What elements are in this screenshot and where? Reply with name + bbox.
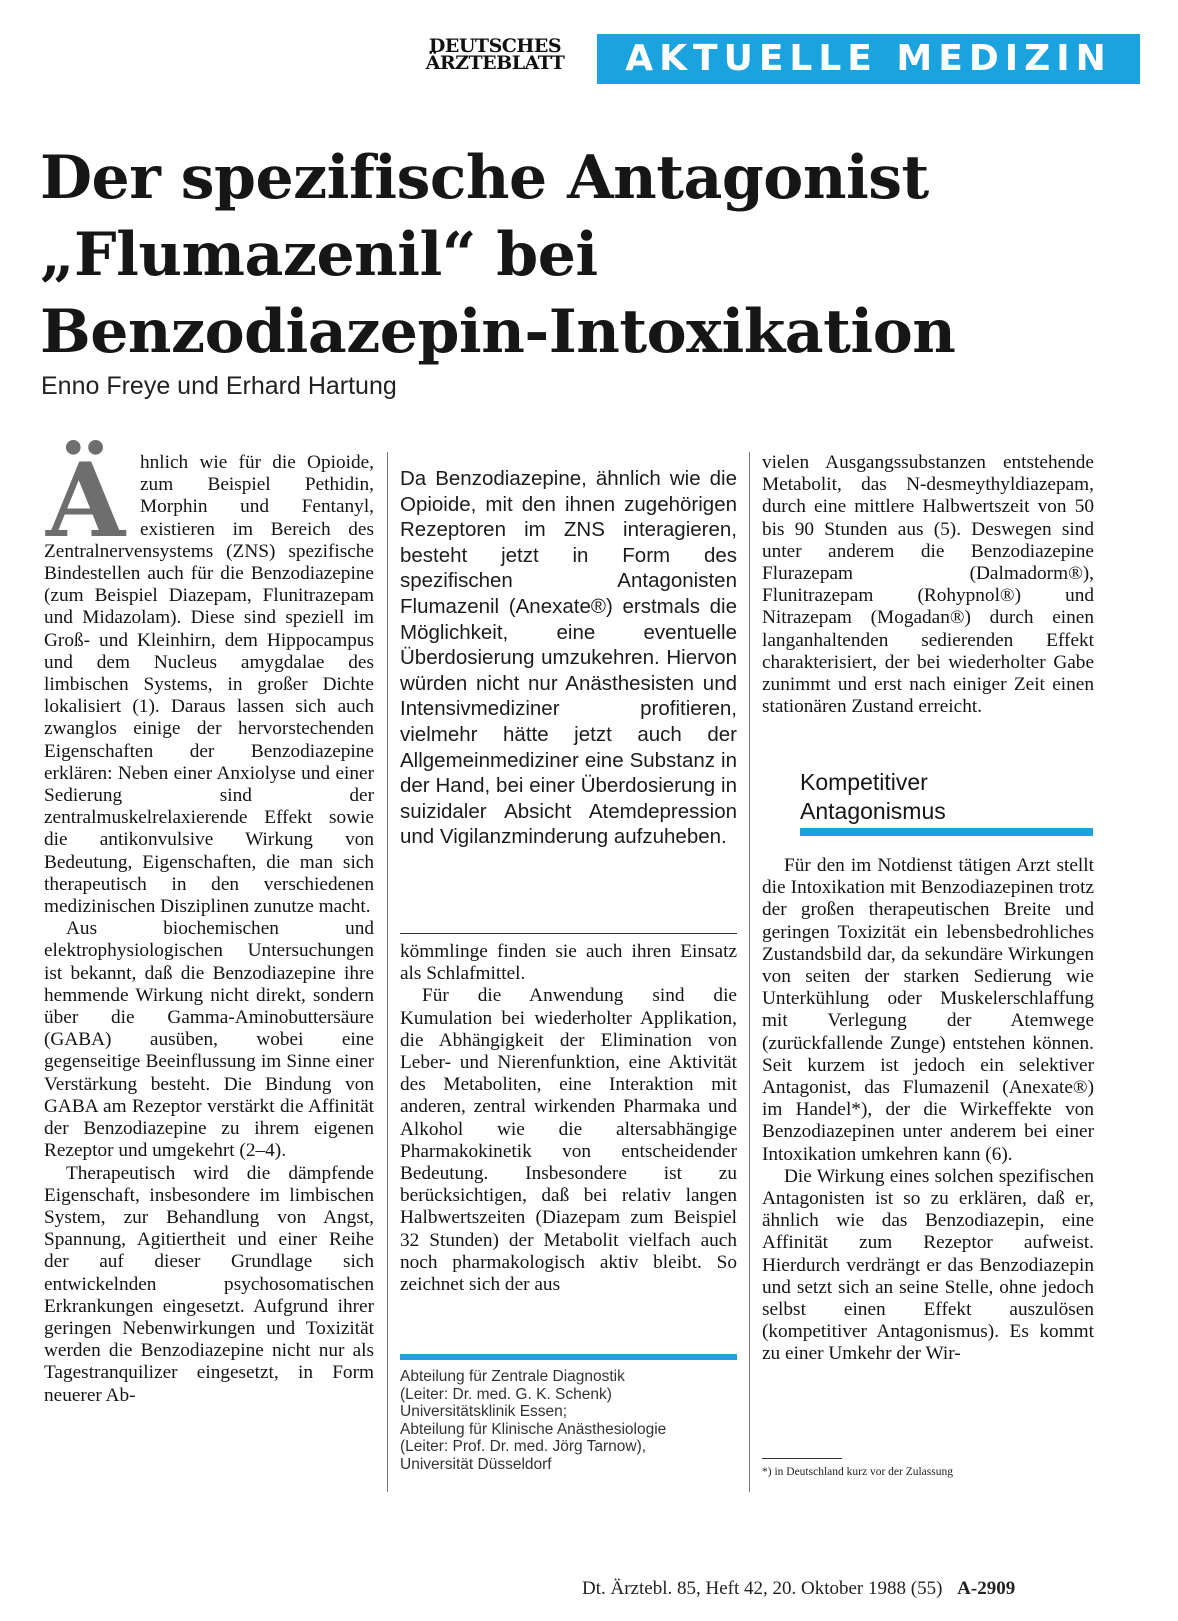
subheading-underline xyxy=(800,828,1093,836)
affiliation-line: Abteilung für Klinische Anästhesiologie xyxy=(400,1420,667,1438)
column-2 xyxy=(400,941,737,1296)
affiliation-line: Abteilung für Zentrale Diagnostik xyxy=(400,1368,625,1385)
col1-paragraph-1: hnlich wie für die Opioide, zum Beispiel Pethidin, Morphin und Fentanyl, existieren im Bereich des Zentralnervensystems (ZNS) spezifische Bindestellen auch für die Benzodiazepine (zum Beispiel Diazepam, Flunitrazepam und Midazolam). Diese sind speziell im Groß- und Kleinhirn, dem Hippocampus und dem Nucleus amygdalae des limbischen Systems, in großer Dichte lokalisiert (1). Daraus lassen sich auch zwanglos einige der hervorstechenden Eigenschaften der Benzodiazepine erklären: Neben einer Anxiolyse und einer Sedierung sind der zentralmuskelrelaxierende Effekt sowie die antikonvulsive Wirkung von Bedeutung, Eigenschaften, die man sich therapeutisch in den verschiedenen medizinischen Disziplinen zunutze macht. xyxy=(44,452,374,918)
title-line-2: „Flumazenil“ bei xyxy=(40,220,598,290)
affiliation-line: (Leiter: Prof. Dr. med. Jörg Tarnow), xyxy=(400,1438,647,1456)
title-line-3: Benzodiazepin-Intoxikation xyxy=(40,297,956,367)
author-affiliation xyxy=(400,1368,666,1474)
page-footer xyxy=(582,1578,1015,1600)
journal-logo xyxy=(405,35,585,74)
col2-paragraph-1: kömmlinge finden sie auch ihren Einsatz als Schlafmittel. xyxy=(400,941,737,985)
masthead xyxy=(405,34,1140,86)
affiliation-line: (Leiter: Dr. med. G. K. Schenk) xyxy=(400,1385,612,1403)
col3-paragraph-1: vielen Ausgangssubstanzen entstehende Metabolit, das N-desmeythyldiazepam, durch eine mittlere Halbwertszeit von 50 bis 90 Stunden aus (5). Deswegen sind unter anderem die Benzodiazepine Flurazepam (Dalmadorm®), Flunitrazepam (Rohypnol®) und Nitrazepam (Mogadan®) durch einen langanhaltenden sedierenden Effekt charakterisiert, der bei wiederholter Gabe zunimmt und erst nach einiger Zeit einen stationären Zustand erreicht. xyxy=(762,452,1094,718)
highlight-box xyxy=(400,466,737,850)
column-1 xyxy=(44,441,374,1407)
col3-paragraph-2: Für den im Notdienst tätigen Arzt stellt die Intoxikation mit Benzodiazepinen trotz der großen therapeutischen Breite und geringen Toxizität ein lebensbedrohliches Zustandsbild dar, da sekundäre Wirkungen von seiten der starken Sedierung wie Unterkühlung oder Muskelerschlaffung mit Verlegung der Atemwege (zurückfallende Zunge) entstehen können. Seit kurzem ist jedoch ein selektiver Antagonist, das Flumazenil (Anexate®) im Handel*), der die Wirkeffekte von Benzodiazepinen unter anderem bei einer Intoxikation umkehren kann (6). xyxy=(762,855,1094,1165)
footnote-rule xyxy=(762,1458,842,1459)
title-line-1: Der spezifische Antagonist xyxy=(40,143,929,213)
col3-paragraph-3: Die Wirkung eines solchen spezifischen Antagonisten ist so zu erklären, daß er, ähnlich wie das Benzodiazepin, eine Affinität zum Rezeptor aufweist. Hierdurch verdrängt er das Benzodiazepin und setzt sich an seine Stelle, ohne jedoch selbst einen Effekt auszulösen (kompetitiver Antagonismus). Es kommt zu einer Umkehr der Wir- xyxy=(762,1165,1094,1365)
article-authors: Enno Freye und Erhard Hartung xyxy=(41,372,397,400)
section-banner: AKTUELLE MEDIZIN xyxy=(597,34,1140,84)
col1-paragraph-3: Therapeutisch wird die dämpfende Eigenschaft, insbesondere im limbischen System, zur Behandlung von Angst, Spannung, Agitiertheit und einer Reihe der auf dieser Grundlage sich entwickelnden psychosomatischen Erkrankungen eingesetzt. Aufgrund ihrer geringen Nebenwirkungen und Toxizität werden die Benzodiazepine nicht nur als Tagestranquilizer eingesetzt, in Form neuerer Ab- xyxy=(44,1162,374,1406)
footer-citation: Dt. Ärztebl. 85, Heft 42, 20. Oktober 1988 (55) xyxy=(582,1578,943,1599)
subheading xyxy=(800,768,946,826)
logo-line-2: ÄRZTEBLATT xyxy=(425,52,565,74)
affiliation-rule xyxy=(400,1354,737,1360)
highlight-text: Da Benzodiazepine, ähnlich wie die Opioide, mit den ihnen zugehörigen Rezeptoren im ZNS interagieren, besteht jetzt in Form des spezifischen Antagonisten Flumazenil (Anexate®) erstmals die Möglichkeit, eine eventuelle Überdosierung umzukehren. Hiervon würden nicht nur Anästhesisten und Intensivmediziner profitieren, vielmehr hätte jetzt auch der Allgemeinmediziner eine Substanz in der Hand, bei einer Überdosierung in suizidaler Absicht Atemdepression und Vigilanzminderung aufzuheben. xyxy=(400,467,737,849)
highlight-box-rule xyxy=(400,933,737,934)
logo-line-1: DEUTSCHES xyxy=(428,35,562,57)
affiliation-line: Universitätsklinik Essen; xyxy=(400,1403,568,1421)
page-number: A-2909 xyxy=(957,1578,1016,1599)
footnote: *) in Deutschland kurz vor der Zulassung xyxy=(762,1466,953,1478)
col1-paragraph-2: Aus biochemischen und elektrophysiologischen Untersuchungen ist bekannt, daß die Benzodiazepine ihre hemmende Wirkung nicht direkt, sondern über die Gamma-Aminobuttersäure (GABA) ausüben, wobei eine gegenseitige Beeinflussung im Sinne einer Verstärkung besteht. Die Bindung von GABA am Rezeptor verstärkt die Affinität der Benzodiazepine zu ihrem eigenen Rezeptor und umgekehrt (2–4). xyxy=(44,918,374,1162)
column-3-bottom xyxy=(762,855,1094,1366)
col2-paragraph-2: Für die Anwendung sind die Kumulation bei wiederholter Applikation, die Abhängigkeit der Elimination von Leber- und Nierenfunktion, eine Aktivität des Metaboliten, eine Interaktion mit anderen, zentral wirkenden Pharmaka und Alkohol wie die altersabhängige Pharmakokinetik von entscheidender Bedeutung. Insbesondere ist zu berücksichtigen, daß bei relativ langen Halbwertszeiten (Diazepam zum Beispiel 32 Stunden) der Metabolit vielfach auch noch pharmakologisch aktiv bleibt. So zeichnet sich der aus xyxy=(400,985,737,1296)
column-3-top xyxy=(762,452,1094,718)
column-divider-2 xyxy=(749,452,750,1492)
subheading-line-1: Kompetitiver xyxy=(800,769,928,795)
subheading-line-2: Antagonismus xyxy=(800,798,946,824)
article-title xyxy=(40,140,1140,371)
drop-cap-letter: Ä xyxy=(46,441,126,561)
affiliation-line: Universität Düsseldorf xyxy=(400,1455,552,1473)
column-divider-1 xyxy=(387,452,388,1492)
drop-cap xyxy=(44,441,134,561)
